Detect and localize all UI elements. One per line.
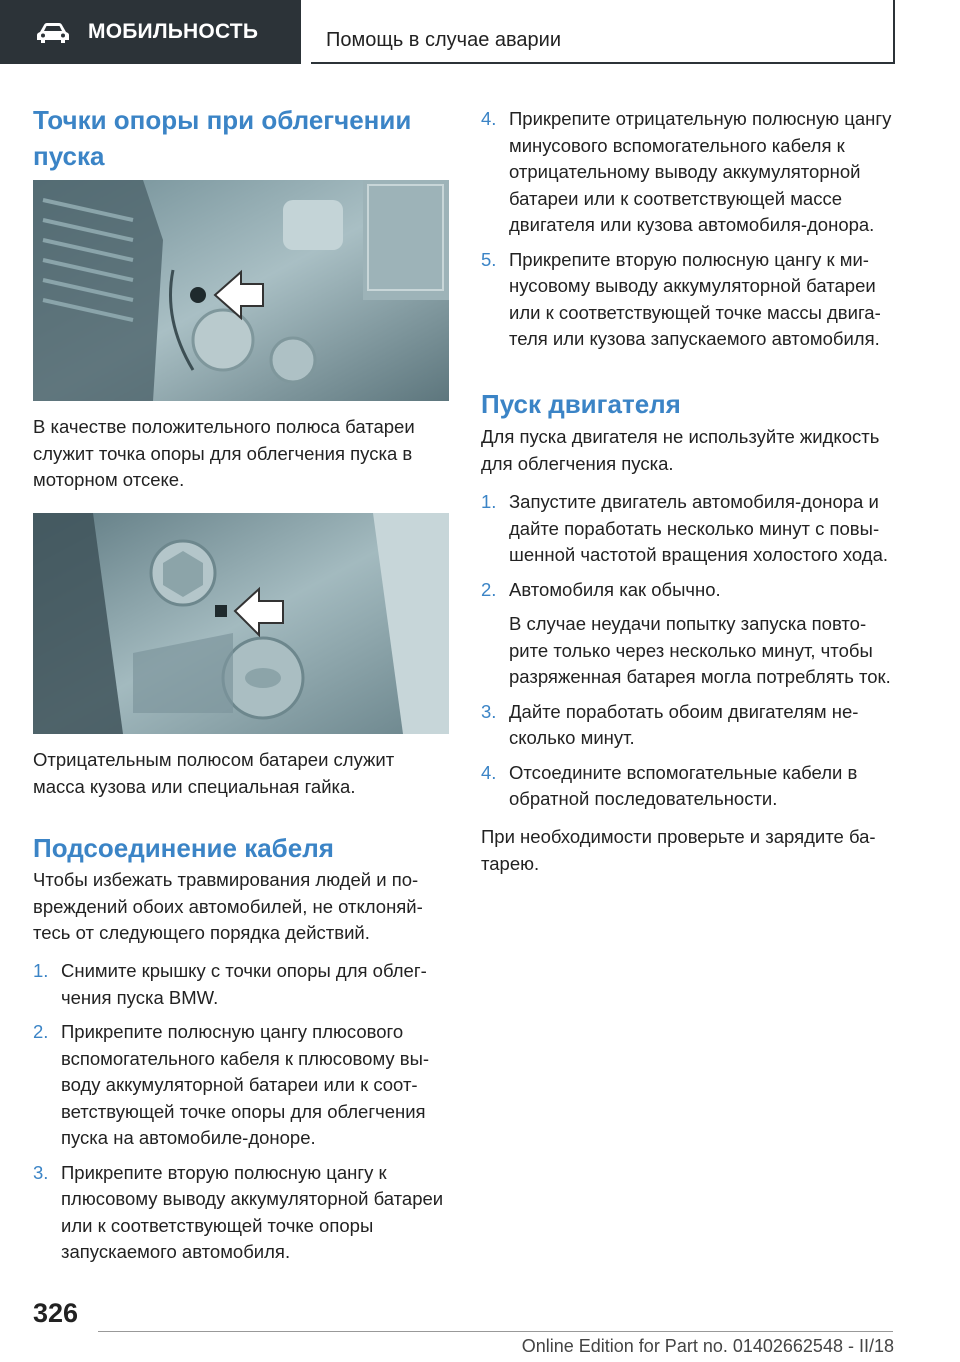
car-icon <box>36 22 70 44</box>
step-text: Прикрепите полюсную цангу плюсового вспомогательного кабеля к плюсовому выводу аккумуляторной батареи или к соответствующей точке опоры для облегчения пуска на автомобиле-доноре. <box>61 1021 430 1148</box>
list-item <box>481 106 897 239</box>
section-tab <box>0 0 299 64</box>
list-item <box>481 760 897 813</box>
connection-intro: Чтобы избежать травмирования людей и повреждений обоих автомобилей, не отклоняйтесь от следующего порядка действий. <box>33 869 423 943</box>
header-divider <box>299 0 301 64</box>
chapter-header <box>311 0 895 64</box>
step-number: 2. <box>33 1021 49 1042</box>
connection-steps-continued <box>481 106 897 353</box>
step-number: 4. <box>481 761 497 783</box>
page-number: 326 <box>33 1298 79 1328</box>
step-text: Отсоедините вспомогательные кабели в обратной последовательности. <box>509 761 858 809</box>
list-item <box>33 958 449 1011</box>
step-text: Прикрепите вторую полюсную цангу к минусовому выводу аккумуляторной батареи или к соответствующей точке массы двигателя или кузова запускаемого автомобиля. <box>509 248 881 349</box>
engine-start-intro: Для пуска двигателя не используйте жидкость для облегчения пуска. <box>481 426 880 474</box>
step-text: Автомобиля как обычно. <box>509 578 721 600</box>
heading-jump-points: Точки опоры при облегчении пуска <box>33 105 412 171</box>
step-number: 1. <box>481 491 497 512</box>
engine-bay-photo-negative <box>33 513 449 734</box>
heading-cable-connection: Подсоединение кабеля <box>33 833 334 863</box>
step-number: 1. <box>33 960 49 981</box>
step-text: Снимите крышку с точки опоры для облегчения пуска BMW. <box>61 960 427 1008</box>
list-item <box>33 1160 449 1266</box>
list-item <box>33 1019 449 1152</box>
step-text: Прикрепите вторую полюсную цангу к плюсовому выводу аккумуляторной батареи или к соответствующей точке опоры запускаемого автомобиля. <box>61 1161 444 1262</box>
step-text: Запустите двигатель автомобиля-донора и дайте поработать несколько минут с повышенной частотой вращения холостого хода. <box>509 491 889 565</box>
step-number: 3. <box>33 1161 49 1183</box>
engine-start-outro: При необходимости проверьте и зарядите батарею. <box>481 826 876 874</box>
section-label: МОБИЛЬНОСТЬ <box>88 20 259 43</box>
chapter-title: Помощь в случае аварии <box>326 29 561 51</box>
footer-rule <box>98 1331 893 1332</box>
list-item <box>481 577 897 691</box>
heading-engine-start: Пуск двигателя <box>481 389 681 419</box>
step-note: В случае неудачи попытку запуска повторите только через несколько минут, чтобы разряженная батарея могла потреблять ток. <box>509 613 891 687</box>
step-text: Прикрепите отрицательную полюсную цангу минусового вспомогательного кабеля к отрицательному выводу аккумуляторной батареи или к соответствующей массе двигателя или кузова автомобиля-донора. <box>509 108 892 235</box>
connection-steps <box>33 958 449 1266</box>
list-item <box>481 699 897 752</box>
step-number: 3. <box>481 700 497 722</box>
step-number: 2. <box>481 578 497 600</box>
caption-negative-terminal: Отрицательным полюсом батареи служит масса кузова или специальная гайка. <box>33 749 395 797</box>
edition-note: Online Edition for Part no. 01402662548 - II/18 <box>521 1336 894 1356</box>
caption-positive-terminal: В качестве положительного полюса батареи служит точка опоры для облегчения пуска в моторном отсеке. <box>33 416 415 490</box>
list-item <box>481 489 897 569</box>
engine-start-steps <box>481 489 897 813</box>
step-number: 4. <box>481 108 497 129</box>
engine-bay-photo-positive <box>33 180 449 401</box>
step-text: Дайте поработать обоим двигателям несколько минут. <box>509 700 859 748</box>
list-item <box>481 247 897 353</box>
step-number: 5. <box>481 248 497 270</box>
